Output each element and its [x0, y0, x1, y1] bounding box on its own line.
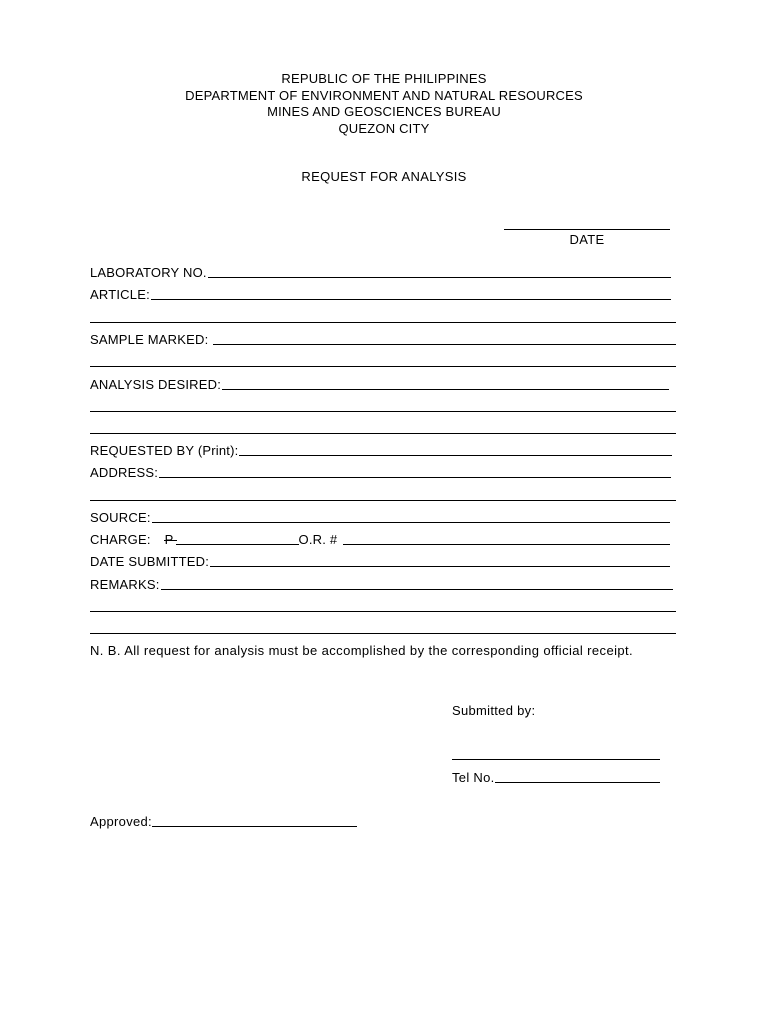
laboratory-no-row — [90, 264, 671, 280]
remarks-row — [90, 576, 673, 592]
approved-signature-field[interactable] — [152, 826, 357, 827]
tel-no-field[interactable] — [495, 782, 660, 783]
tel-no-label: Tel No. — [452, 770, 495, 785]
peso-sign-icon: P — [164, 532, 174, 547]
article-continuation-field[interactable] — [90, 322, 676, 323]
date-label: DATE — [569, 232, 605, 247]
article-row — [90, 286, 671, 302]
charge-label: CHARGE: — [90, 532, 151, 547]
approved-row — [90, 813, 357, 829]
tel-no-row — [452, 769, 660, 785]
date-submitted-row — [90, 553, 670, 569]
header-line-republic: REPUBLIC OF THE PHILIPPINES — [281, 71, 487, 86]
document-header — [0, 71, 768, 137]
address-label: ADDRESS: — [90, 465, 159, 480]
source-row — [90, 509, 670, 525]
sample-marked-row — [90, 331, 676, 347]
analysis-desired-continuation-row-1 — [90, 398, 676, 414]
remarks-continuation-row-2 — [90, 620, 676, 636]
date-submitted-label: DATE SUBMITTED: — [90, 554, 210, 569]
analysis-desired-continuation-field-2[interactable] — [90, 433, 676, 434]
laboratory-no-label: LABORATORY NO. — [90, 265, 207, 280]
address-continuation-row — [90, 487, 676, 503]
remarks-field[interactable] — [161, 589, 673, 590]
date-submitted-field[interactable] — [210, 566, 670, 567]
analysis-desired-field[interactable] — [222, 389, 669, 390]
article-label: ARTICLE: — [90, 287, 150, 302]
article-continuation-row — [90, 309, 676, 325]
note-text: N. B. All request for analysis must be accomplished by the corresponding official receipt. — [90, 643, 634, 658]
analysis-desired-label: ANALYSIS DESIRED: — [90, 377, 222, 392]
remarks-continuation-field-1[interactable] — [90, 611, 676, 612]
laboratory-no-field[interactable] — [208, 277, 671, 278]
sample-marked-label: SAMPLE MARKED: — [90, 332, 209, 347]
requested-by-label: REQUESTED BY (Print): — [90, 443, 239, 458]
remarks-label: REMARKS: — [90, 577, 160, 592]
charge-row — [90, 531, 670, 547]
sample-marked-continuation-field[interactable] — [90, 366, 676, 367]
date-field-line[interactable] — [504, 229, 670, 230]
address-field[interactable] — [159, 477, 671, 478]
article-field[interactable] — [151, 299, 671, 300]
requested-by-field[interactable] — [239, 455, 672, 456]
address-row — [90, 464, 671, 480]
address-continuation-field[interactable] — [90, 500, 676, 501]
or-number-field[interactable] — [343, 544, 670, 545]
header-line-department: DEPARTMENT OF ENVIRONMENT AND NATURAL RESOURCES — [185, 87, 583, 103]
submitted-by-label: Submitted by: — [452, 703, 536, 718]
remarks-continuation-field-2[interactable] — [90, 633, 676, 634]
header-line-city: QUEZON CITY — [338, 120, 430, 136]
or-number-label: O.R. # — [298, 532, 338, 547]
analysis-desired-continuation-row-2 — [90, 420, 676, 436]
submitted-by-signature-field[interactable] — [452, 759, 660, 760]
charge-amount-field[interactable] — [176, 544, 299, 545]
source-field[interactable] — [152, 522, 670, 523]
approved-label: Approved: — [90, 814, 152, 829]
sample-marked-field[interactable] — [213, 344, 676, 345]
source-label: SOURCE: — [90, 510, 151, 525]
analysis-desired-row — [90, 376, 669, 392]
requested-by-row — [90, 442, 672, 458]
form-title: REQUEST FOR ANALYSIS — [301, 169, 467, 184]
header-line-bureau: MINES AND GEOSCIENCES BUREAU — [267, 104, 501, 119]
analysis-desired-continuation-field-1[interactable] — [90, 411, 676, 412]
sample-marked-continuation-row — [90, 353, 676, 369]
remarks-continuation-row-1 — [90, 598, 676, 614]
